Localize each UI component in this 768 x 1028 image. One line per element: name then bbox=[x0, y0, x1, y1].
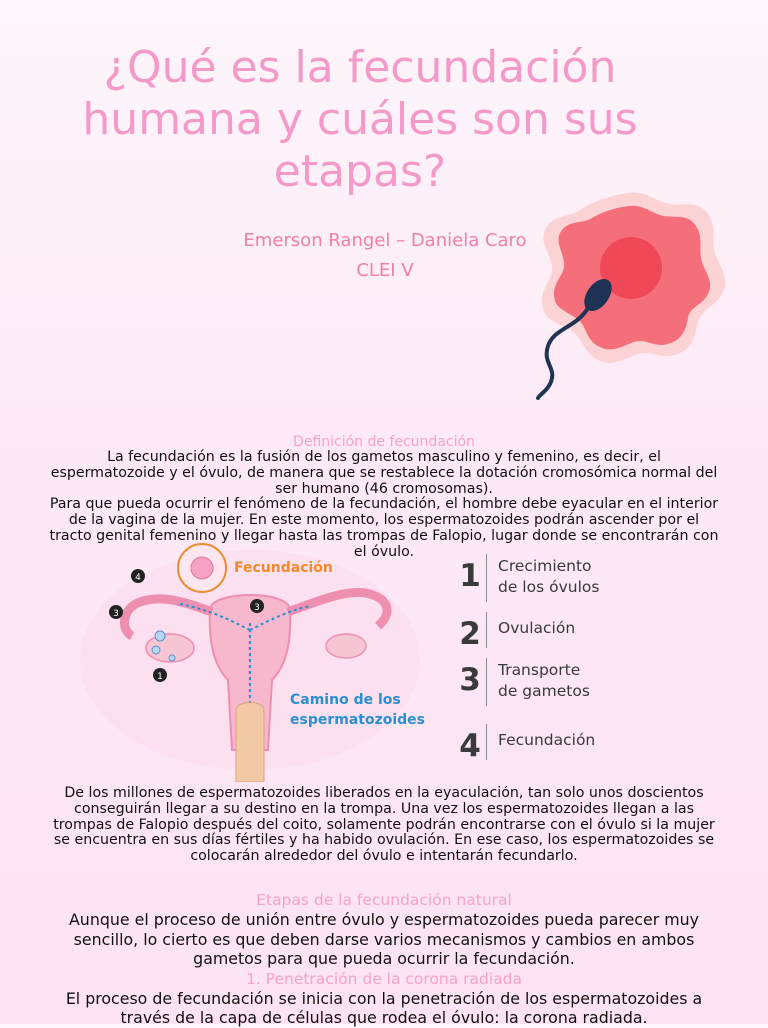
step-divider bbox=[486, 724, 487, 760]
definition-paragraph-1: La fecundación es la fusión de los gametos masculino y femenino, es decir, el espermatozoide y el óvulo, de manera que se restablece la dotación cromosómica normal del ser humano (46 cromosomas). bbox=[50, 449, 718, 497]
steps-list bbox=[450, 552, 710, 768]
follicle-icon bbox=[155, 631, 165, 641]
penis-icon bbox=[236, 703, 264, 783]
path-label-line1: Camino de los bbox=[290, 692, 401, 708]
marker-3b-label: 3 bbox=[254, 603, 260, 613]
step-item bbox=[450, 722, 710, 768]
stage-1-text: El proceso de fecundación se inicia con la penetración de los espermatozoides a través de la capa de células que rodea el óvulo: la corona radiada. bbox=[65, 988, 703, 1027]
stage-1-heading: 1. Penetración de la corona radiada bbox=[245, 969, 523, 988]
step-label-line2: de gametos bbox=[498, 682, 590, 700]
millions-paragraph: De los millones de espermatozoides liberados en la eyaculación, tan solo unos doscientos conseguirán llegar a su destino en la trompa. Una vez los espermatozoides llegan a las trompas de Falopio después del coito, solamente podrán encontrarse con el óvulo si la mujer se encuentra en sus días fértiles y ha habido ovulación. En ese caso, los espermatozoides se colocarán alrededor del óvulo e intentarán fecundarlo. bbox=[53, 786, 715, 864]
step-label bbox=[498, 730, 595, 751]
path-label-line2: espermatozoides bbox=[290, 712, 426, 728]
step-label-line2: de los óvulos bbox=[498, 578, 600, 596]
stages-heading: Etapas de la fecundación natural bbox=[256, 891, 512, 909]
step-label-line1: Ovulación bbox=[498, 619, 576, 637]
step-divider bbox=[486, 658, 487, 706]
step-divider bbox=[486, 612, 487, 648]
fecundation-label: Fecundación bbox=[234, 560, 333, 576]
authors-names: Emerson Rangel – Daniela Caro bbox=[243, 230, 527, 251]
stages-intro: Aunque el proceso de unión entre óvulo y espermatozoides pueda parecer muy sencillo, lo cierto es que deben darse varios mecanismos y cambios en ambos gametos para que pueda ocurrir la fecundación. bbox=[69, 910, 699, 968]
definition-heading: Definición de fecundación bbox=[293, 434, 475, 450]
ovum-sperm-illustration bbox=[528, 188, 728, 403]
egg-zoom-icon bbox=[191, 557, 213, 579]
step-number: 2 bbox=[459, 616, 481, 652]
page-title: ¿Qué es la fecundación humana y cuáles son sus etapas? bbox=[82, 42, 638, 197]
step-number: 4 bbox=[459, 728, 481, 764]
step-item bbox=[450, 656, 710, 722]
reproductive-system-diagram bbox=[60, 540, 440, 782]
stages-section bbox=[48, 890, 720, 1028]
step-label bbox=[498, 660, 590, 702]
step-label-line1: Fecundación bbox=[498, 731, 596, 749]
definition-paragraph-2: Para que pueda ocurrir el fenómeno de la fecundación, el hombre debe eyacular en el interior de la vagina de la mujer. En este momento, los espermatozoides podrán ascender por el tracto genital femenino y llegar hasta las trompas de Falopio, lugar donde se encontrarán con el óvulo. bbox=[49, 496, 719, 560]
grade-label: CLEI V bbox=[356, 260, 414, 281]
step-divider bbox=[486, 554, 487, 602]
marker-1-label: 1 bbox=[157, 672, 163, 682]
ovary-right-icon bbox=[326, 634, 366, 658]
step-label bbox=[498, 556, 599, 598]
follicle-icon bbox=[152, 646, 160, 654]
step-label bbox=[498, 618, 575, 639]
marker-4-label: 4 bbox=[135, 573, 141, 583]
step-number: 3 bbox=[459, 662, 481, 698]
step-item bbox=[450, 552, 710, 610]
step-number: 1 bbox=[459, 558, 481, 594]
step-label-line1: Transporte bbox=[498, 661, 581, 679]
millions-section bbox=[48, 786, 720, 864]
step-label-line1: Crecimiento bbox=[498, 557, 592, 575]
step-item bbox=[450, 610, 710, 656]
marker-3-label: 3 bbox=[113, 609, 119, 619]
follicle-icon bbox=[169, 655, 175, 661]
